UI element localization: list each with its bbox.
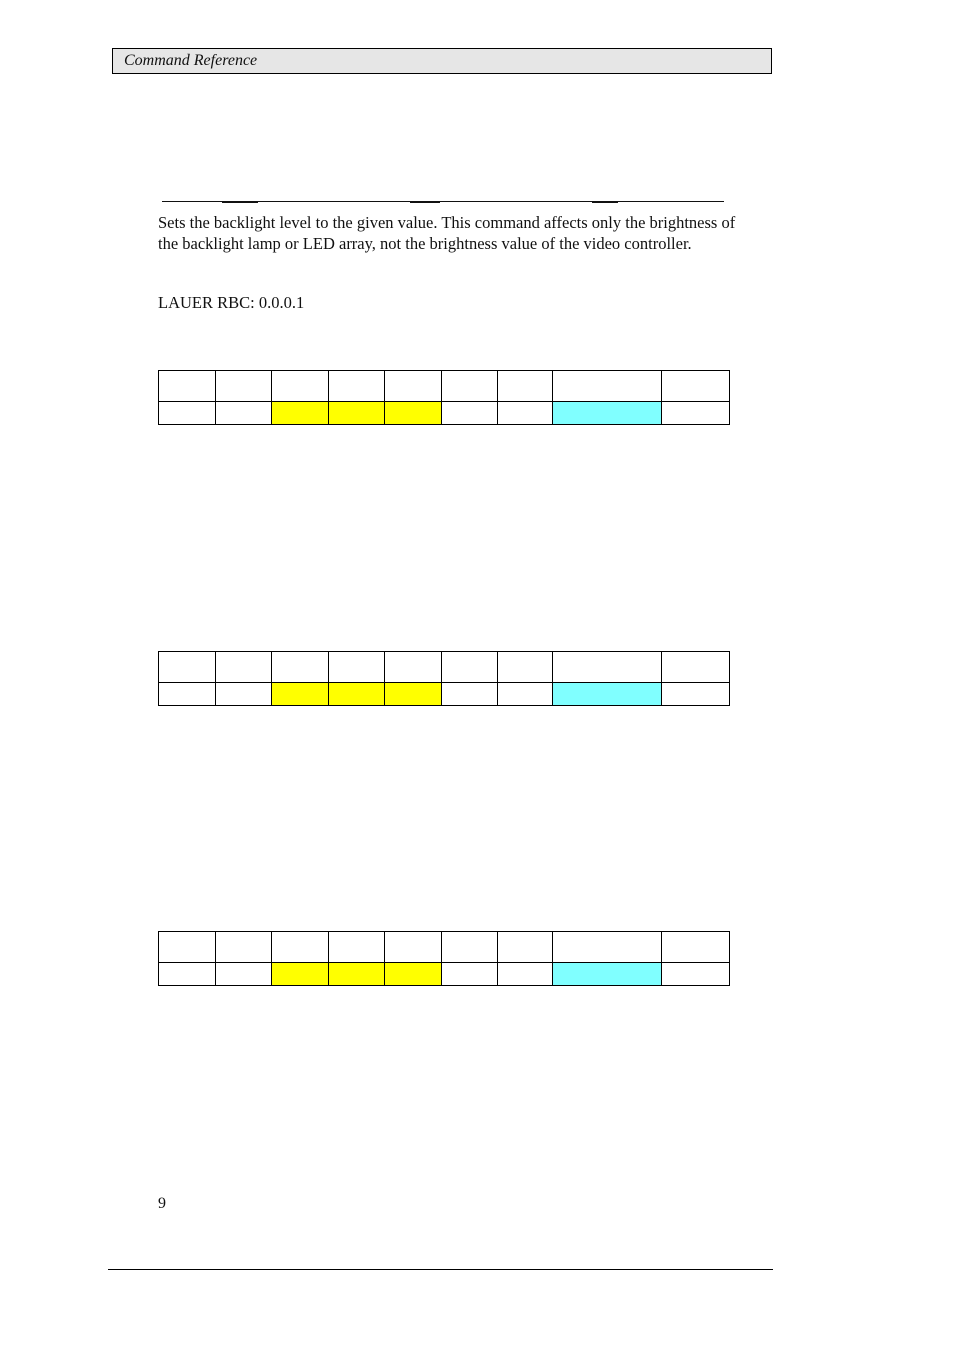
table-row: [159, 963, 730, 986]
divider-accent: [222, 201, 258, 203]
table-cell: [498, 402, 553, 425]
table-cell: [553, 402, 662, 425]
table-cell: [272, 402, 329, 425]
table-cell: [272, 371, 329, 402]
table-cell: [216, 402, 272, 425]
footer-rule: [108, 1269, 773, 1270]
table-cell: [159, 683, 216, 706]
table-row: [159, 402, 730, 425]
divider-accent: [592, 201, 618, 203]
table-row: [159, 652, 730, 683]
table-cell: [329, 652, 385, 683]
table-cell: [329, 932, 385, 963]
table-cell: [272, 652, 329, 683]
table-cell: [498, 963, 553, 986]
command-description: Sets the backlight level to the given value. This command affects only the brightness of the backlight lamp or LED array, not the brightness value of the video controller.: [158, 213, 736, 253]
page-number: 9: [158, 1195, 166, 1212]
table-cell: [498, 932, 553, 963]
table-row: [159, 932, 730, 963]
table-cell: [498, 652, 553, 683]
table-cell: [662, 402, 730, 425]
section-divider: [162, 201, 724, 202]
table-cell: [385, 402, 442, 425]
table-cell: [159, 652, 216, 683]
version-info: LAUER RBC: 0.0.0.1: [158, 293, 305, 312]
table-cell: [216, 652, 272, 683]
table-cell: [216, 371, 272, 402]
table-cell: [553, 652, 662, 683]
table-cell: [662, 932, 730, 963]
table-cell: [662, 963, 730, 986]
table-cell: [553, 963, 662, 986]
command-byte-table-1: [158, 370, 730, 425]
running-header-title: Command Reference: [124, 52, 258, 69]
table-cell: [662, 371, 730, 402]
table-cell: [159, 932, 216, 963]
table-cell: [216, 932, 272, 963]
table-cell: [216, 963, 272, 986]
table-cell: [216, 683, 272, 706]
table-cell: [272, 932, 329, 963]
table-row: [159, 683, 730, 706]
table-cell: [442, 402, 498, 425]
command-byte-table-3: [158, 931, 730, 986]
table-cell: [442, 683, 498, 706]
table-cell: [385, 371, 442, 402]
table-cell: [442, 932, 498, 963]
table-cell: [442, 963, 498, 986]
command-byte-table-2: [158, 651, 730, 706]
table-cell: [329, 963, 385, 986]
table-cell: [329, 683, 385, 706]
table-cell: [662, 683, 730, 706]
divider-accent: [410, 201, 440, 203]
table-cell: [159, 963, 216, 986]
table-cell: [385, 963, 442, 986]
table-cell: [662, 652, 730, 683]
table-cell: [385, 683, 442, 706]
table-cell: [385, 932, 442, 963]
table-cell: [553, 371, 662, 402]
table-cell: [159, 371, 216, 402]
table-cell: [385, 652, 442, 683]
table-cell: [553, 932, 662, 963]
table-cell: [442, 371, 498, 402]
table-cell: [329, 402, 385, 425]
table-cell: [272, 683, 329, 706]
table-cell: [159, 402, 216, 425]
table-cell: [553, 683, 662, 706]
table-cell: [272, 963, 329, 986]
table-row: [159, 371, 730, 402]
table-cell: [329, 371, 385, 402]
table-cell: [498, 683, 553, 706]
running-header: [112, 48, 772, 74]
table-cell: [498, 371, 553, 402]
table-cell: [442, 652, 498, 683]
